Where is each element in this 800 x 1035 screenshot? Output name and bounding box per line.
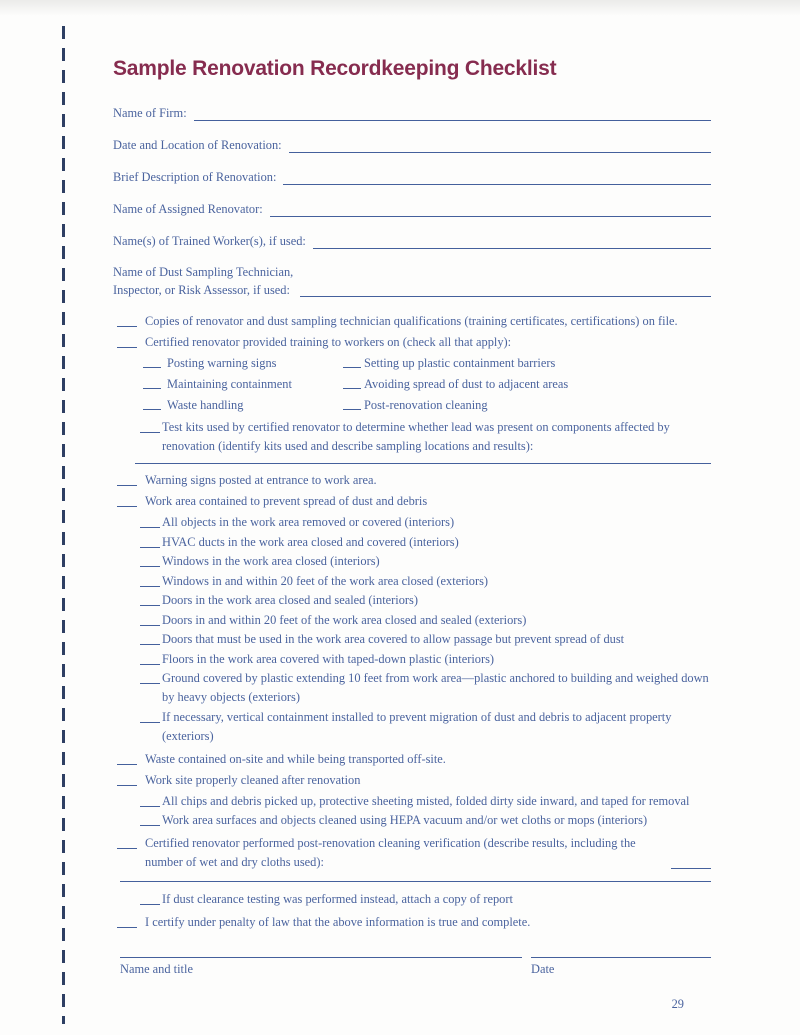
signature-date-block [531,946,711,979]
checkbox-blank[interactable] [143,396,161,410]
checkbox-blank[interactable] [117,834,137,849]
training-topic-text: Avoiding spread of dust to adjacent areas [364,377,569,391]
checklist-item-text: Certified renovator provided training to workers on (check all that apply): [145,335,512,349]
binding-dashed-line [62,26,65,1024]
field-label-description: Brief Description of Renovation: [113,170,277,184]
field-row-renovator [113,200,711,219]
training-topic-text: Waste handling [167,398,244,412]
field-label-technician-line2: Inspector, or Risk Assessor, if used: [113,282,290,297]
checkbox-blank[interactable] [140,572,160,587]
checklist-item-waste [113,750,711,769]
field-input-line-description[interactable] [283,184,711,185]
training-topic [143,375,343,394]
checkbox-blank[interactable] [117,492,137,507]
training-topic-text: Setting up plastic containment barriers [364,356,556,370]
field-input-line-date-location[interactable] [289,152,711,153]
cleaning-item [113,792,711,811]
checklist-item-containment-header [113,492,711,511]
checkbox-blank[interactable] [143,375,161,389]
containment-item [113,611,711,630]
verification-writein-line[interactable] [671,868,711,869]
field-label-workers: Name(s) of Trained Worker(s), if used: [113,234,306,248]
field-label-firm: Name of Firm: [113,106,187,120]
containment-item-text: HVAC ducts in the work area closed and covered (interiors) [162,534,459,549]
checkbox-blank[interactable] [140,890,160,905]
containment-item-text: Windows in and within 20 feet of the work area closed (exteriors) [162,573,489,588]
training-topic-text: Post-renovation cleaning [364,398,488,412]
field-row-firm [113,104,711,123]
checkbox-blank[interactable] [140,708,160,723]
field-label-date-location: Date and Location of Renovation: [113,138,282,152]
containment-item-text: All objects in the work area removed or covered (interiors) [162,515,455,529]
verification-writein-line-2[interactable] [120,881,711,882]
training-topic [343,375,568,394]
containment-item-text: Ground covered by plastic extending 10 feet from work area—plastic anchored to building and weighed down by heavy objects (exteriors) [162,671,709,704]
field-row-workers [113,232,711,251]
signature-block [113,946,711,979]
checkbox-blank[interactable] [117,312,137,327]
cleaning-item [113,811,711,830]
page-title: Sample Renovation Recordkeeping Checklist [113,57,557,80]
field-row-technician [113,264,711,299]
checkbox-blank[interactable] [343,375,361,389]
checkbox-blank[interactable] [117,913,137,928]
checkbox-blank[interactable] [117,750,137,765]
containment-item [113,630,711,649]
checkbox-blank[interactable] [143,354,161,368]
training-topics-row [113,354,711,373]
containment-item [113,650,711,669]
containment-item [113,708,711,746]
checklist-item-verification [113,834,711,872]
checkbox-blank[interactable] [140,611,160,626]
training-topics-row [113,396,711,415]
containment-item-text: Windows in the work area closed (interiors) [162,554,380,568]
containment-item-text: Doors that must be used in the work area covered to allow passage but prevent spread of dust [162,632,625,646]
checklist-item-text: I certify under penalty of law that the above information is true and complete. [145,915,531,929]
checklist-item-text: If dust clearance testing was performed instead, attach a copy of report [162,892,513,906]
checklist-item-certification [113,913,711,932]
page-number: 29 [671,997,684,1011]
containment-item-text: Doors in the work area closed and sealed (interiors) [162,593,418,607]
checkbox-blank[interactable] [343,354,361,368]
containment-item-text: Floors in the work area covered with taped-down plastic (interiors) [162,651,495,666]
checklist-item-text: Work site properly cleaned after renovation [145,772,361,787]
checkbox-blank[interactable] [140,811,160,826]
checklist-item-text: Warning signs posted at entrance to work area. [145,473,377,487]
checklist [113,312,711,932]
field-label-renovator: Name of Assigned Renovator: [113,202,263,216]
training-topics-row [113,375,711,394]
checkbox-blank[interactable] [140,418,160,433]
checkbox-blank[interactable] [140,650,160,665]
checklist-item-dust-clearance [113,890,711,909]
signature-date-line[interactable] [531,946,711,958]
field-row-date-location [113,136,711,155]
checkbox-blank[interactable] [140,552,160,567]
containment-item [113,552,711,571]
checkbox-blank[interactable] [117,771,137,786]
field-input-line-firm[interactable] [194,120,711,121]
signature-name-line[interactable] [120,946,522,958]
checklist-item-text: Copies of renovator and dust sampling technician qualifications (training certificates, certifications) on file. [145,314,678,328]
checklist-item-qualifications [113,312,711,331]
containment-item [113,572,711,591]
checkbox-blank[interactable] [117,471,137,486]
field-input-line-renovator[interactable] [270,216,711,217]
training-topic-text: Posting warning signs [167,356,277,370]
signature-name-label: Name and title [120,962,193,976]
checklist-item-text: Test kits used by certified renovator to determine whether lead was present on components affected by renovation (identify kits used and describe sampling locations and results): [162,420,670,453]
signature-name-block [120,946,522,979]
checklist-item-text: Certified renovator performed post-renovation cleaning verification (describe results, including the number of wet and dry cloths used): [145,836,636,869]
training-topic [343,354,555,373]
containment-item [113,669,711,707]
field-label-technician-line1: Name of Dust Sampling Technician, [113,265,294,279]
containment-item-text: If necessary, vertical containment installed to prevent migration of dust and debris to adjacent property (exteriors) [162,709,672,743]
training-topic-text: Maintaining containment [167,377,292,391]
form-fields [113,104,711,299]
field-row-description [113,168,711,187]
training-topic [143,354,343,373]
checkbox-blank[interactable] [140,513,160,528]
containment-item [113,533,711,552]
containment-item [113,591,711,610]
checklist-item-test-kits [113,418,711,456]
training-topic [143,396,343,415]
cleaning-item-text: All chips and debris picked up, protective sheeting misted, folded dirty side inward, and taped for removal [162,793,690,808]
cleaning-item-text: Work area surfaces and objects cleaned using HEPA vacuum and/or wet cloths or mops (interiors) [162,813,648,827]
checkbox-blank[interactable] [140,669,160,684]
form-page [113,0,711,1014]
training-topic [343,396,488,415]
checkbox-blank[interactable] [140,533,160,548]
checkbox-blank[interactable] [140,591,160,606]
checkbox-blank[interactable] [140,792,160,807]
checklist-item-text: Waste contained on-site and while being transported off-site. [145,751,446,766]
checkbox-blank[interactable] [140,630,160,645]
signature-date-label: Date [531,962,555,976]
checklist-item-text: Work area contained to prevent spread of dust and debris [145,494,428,508]
checkbox-blank[interactable] [343,396,361,410]
checklist-item-warning-signs [113,471,711,490]
checklist-item-training-header [113,333,711,352]
checkbox-blank[interactable] [117,333,137,348]
field-input-line-workers[interactable] [313,248,711,249]
containment-item-text: Doors in and within 20 feet of the work area closed and sealed (exteriors) [162,612,527,627]
field-input-line-technician[interactable] [300,296,711,297]
checklist-item-cleaning-header [113,771,711,790]
test-kits-writein-line[interactable] [135,463,711,464]
field-label-technician [113,264,293,299]
containment-item [113,513,711,532]
